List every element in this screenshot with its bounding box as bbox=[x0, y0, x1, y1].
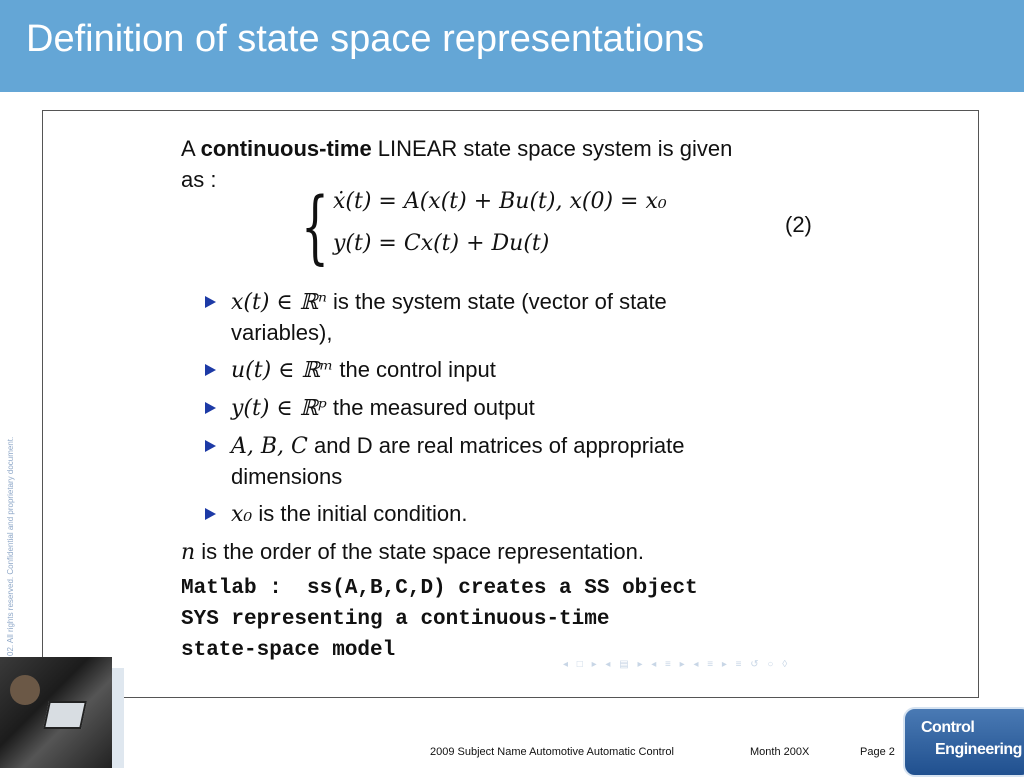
person-shape bbox=[10, 675, 40, 705]
intro-post: LINEAR state space system is given bbox=[371, 136, 733, 161]
equation-brace: { bbox=[301, 180, 329, 273]
slide-header bbox=[0, 0, 1024, 92]
bullet-math: u(t) ∈ ℝᵐ bbox=[231, 358, 334, 383]
bullet-text: is the initial condition. bbox=[252, 501, 468, 526]
order-text: is the order of the state space representation. bbox=[195, 539, 644, 564]
bullet-text: and D are real matrices of appropriate dimensions bbox=[231, 433, 685, 489]
intro-text bbox=[181, 133, 732, 195]
code-line: SYS representing a continuous-time bbox=[181, 608, 610, 631]
beamer-navigation-icons[interactable]: ◂ □ ▸ ◂ ▤ ▸ ◂ ≡ ▸ ◂ ≡ ▸ ≡ ↺ ○ ◊ bbox=[563, 659, 791, 670]
photo-stripe bbox=[112, 668, 124, 768]
bullet-text: the control input bbox=[333, 357, 496, 382]
bullet-triangle-icon bbox=[205, 440, 216, 452]
order-math: n bbox=[181, 540, 196, 565]
list-item bbox=[203, 287, 763, 348]
content-frame bbox=[42, 110, 979, 698]
code-line: Matlab : ss(A,B,C,D) creates a SS object bbox=[181, 577, 698, 600]
footer-date: Month 200X bbox=[750, 746, 810, 758]
bullet-math: A, B, C bbox=[231, 434, 308, 459]
intro-line2: as : bbox=[181, 167, 217, 192]
footer-subject: 2009 Subject Name Automotive Automatic Control bbox=[430, 746, 674, 758]
bullet-text: the measured output bbox=[326, 395, 535, 420]
bullet-math: x(t) ∈ ℝⁿ bbox=[231, 290, 327, 315]
matlab-code bbox=[181, 573, 698, 666]
order-statement bbox=[181, 539, 644, 565]
engineer-photo bbox=[0, 657, 112, 768]
bullet-triangle-icon bbox=[205, 508, 216, 520]
slide-title: Definition of state space representations bbox=[26, 18, 705, 60]
list-item bbox=[203, 499, 763, 530]
footer-page: Page 2 bbox=[860, 746, 895, 758]
definition-list bbox=[203, 287, 763, 537]
control-engineering-logo bbox=[903, 707, 1024, 777]
logo-line1: Control bbox=[921, 719, 975, 736]
equation-number: (2) bbox=[785, 212, 812, 237]
bullet-math: y(t) ∈ ℝᵖ bbox=[231, 396, 327, 421]
bullet-triangle-icon bbox=[205, 364, 216, 376]
code-line: state-space model bbox=[181, 639, 396, 662]
list-item bbox=[203, 355, 763, 386]
logo-line2: Engineering bbox=[935, 741, 1022, 758]
laptop-shape bbox=[43, 701, 87, 729]
list-item bbox=[203, 431, 763, 492]
bullet-math: x₀ bbox=[231, 502, 253, 527]
bullet-triangle-icon bbox=[205, 296, 216, 308]
state-equation: ẋ(t) = A(x(t) + Bu(t), x(0) = x₀ bbox=[333, 189, 667, 214]
bullet-text: is the system state (vector of state variables), bbox=[231, 289, 667, 345]
intro-pre: A bbox=[181, 136, 201, 161]
bullet-triangle-icon bbox=[205, 402, 216, 414]
output-equation: y(t) = Cx(t) + Du(t) bbox=[333, 231, 550, 256]
intro-bold: continuous-time bbox=[200, 136, 372, 161]
list-item bbox=[203, 393, 763, 424]
copyright-note: 02. All rights reserved. Confidential and proprietary document. bbox=[6, 436, 15, 656]
